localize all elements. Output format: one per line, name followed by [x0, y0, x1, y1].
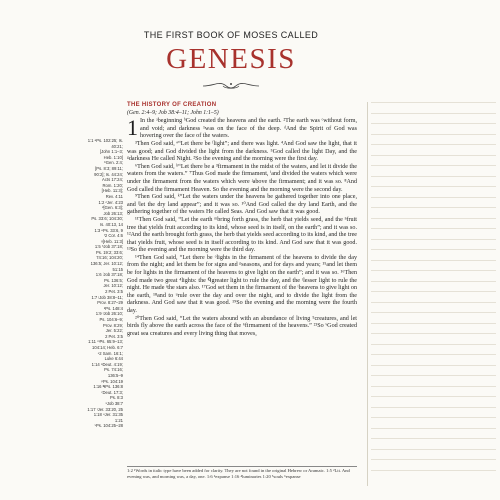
- cross-reference: [Heb. 11:3];: [101, 188, 123, 194]
- cross-reference: Is. 40:13, 14: [99, 221, 123, 227]
- cross-reference: Ps. 136:5;: [104, 277, 123, 283]
- journal-line: [371, 470, 496, 471]
- journal-line: [371, 365, 496, 366]
- journal-line: [371, 407, 496, 408]
- journal-line: [371, 344, 496, 345]
- paragraph-text: ¹¹Then God said, “Let the earth ᵐbring forth grass, the herb that yields seed, and the ⁿfruit tree that yields fruit according to its kind, whose seed is in itself, on the earth”; and it was so. ¹²And the earth brought forth grass, the herb that yields seed according to its kind, and the tree that yields fruit, whose seed is in itself according to its kind. And God saw that it was good. ¹³So the evening and the morning were the third day.: [127, 216, 357, 254]
- cross-reference: 1:16 ᑫPs. 136:8: [93, 384, 123, 390]
- journal-line: [371, 428, 496, 429]
- section-heading: THE HISTORY OF CREATION: [127, 102, 217, 108]
- journal-line: [371, 123, 496, 124]
- scripture-paragraph: [127, 115, 357, 141]
- cross-reference: Rev. 4:11: [105, 193, 123, 199]
- journal-line: [371, 386, 496, 387]
- journal-line: [371, 218, 496, 219]
- journal-line: [371, 323, 496, 324]
- cross-reference: 2 Pet. 3:5: [105, 333, 123, 339]
- cross-reference: ᵍ[Heb. 11:3]: [101, 238, 123, 244]
- cross-reference: Job 26:13;: [103, 210, 123, 216]
- cross-reference: 1:7 ʲJob 38:8–11;: [91, 294, 123, 300]
- journal-line: [371, 396, 496, 397]
- cross-reference: Ps. 8:3: [109, 395, 123, 401]
- cross-reference: 136:5–9: [107, 372, 123, 378]
- cross-reference: 1:17 ᵗJer. 33:20, 25: [87, 406, 123, 412]
- section-parallel-ref: (Gen. 2:4–9; Job 38:4–11; John 1:1–5): [127, 109, 219, 116]
- cross-reference: Heb. 1:10]: [103, 154, 123, 160]
- journal-line: [371, 207, 496, 208]
- cross-reference: Ps. 33:6; 104:30;: [91, 216, 123, 222]
- paragraph-text: ⁶Then God said, ʰ“Let there be a ³firmament in the midst of the waters, and let it divide the waters from the waters.” ⁷Thus God made the firmament, ⁱand divided the waters which were under the firmament from the waters which were ʲabove the firmament; and it was so. ⁸And God called the firmament Heaven. So the evening and the morning were the second day.: [127, 163, 357, 193]
- paragraph-text: In the ᵃbeginning ᵇGod created the heavens and the earth. ²The earth was ᶜwithout form, and void; and darkness ¹was on the face of the deep. ᵈAnd the Spirit of God was hovering over the face of the waters.: [140, 118, 357, 140]
- cross-reference: Ps. 104:6–9;: [99, 317, 123, 322]
- scripture-paragraph: [127, 316, 357, 339]
- cross-reference: Acts 17:24;: [102, 177, 123, 183]
- journal-line: [371, 417, 496, 418]
- cross-reference: ᵖPs. 104:19: [101, 378, 123, 384]
- journal-line: [371, 239, 496, 240]
- journal-line: [371, 155, 496, 156]
- cross-reference: 90:2]; Is. 44:24;: [94, 171, 123, 177]
- book-title: GENESIS: [166, 43, 296, 75]
- footnotes: 1:2 ¹Words in italic type have been added for clarity. They are not found in the original Hebrew or Aramaic. 1:5 ²Lit. And evening was, and morning was, a day, one. 1:6 ³expanse 1:16 ⁴luminaries 1:20 ⁵souls ⁶expanse: [127, 468, 350, 479]
- journal-line: [371, 134, 496, 135]
- cross-reference: 136:5; Jer. 10:12;: [90, 261, 123, 267]
- journal-line: [371, 438, 496, 439]
- cross-reference: Ps. 74:16;: [104, 367, 123, 373]
- cross-reference: [Ps. 8:3; 89:11;: [95, 165, 123, 171]
- cross-reference: ᵛPs. 104:25–28: [94, 423, 123, 429]
- journal-line: [371, 281, 496, 282]
- cross-reference: 1:21: [114, 417, 123, 423]
- cross-reference: ʳDeut. 17:3;: [101, 389, 123, 395]
- cross-reference: 2 Pet. 3:5: [105, 289, 123, 295]
- cross-reference: Prov. 8:29;: [103, 322, 123, 328]
- cross-reference: Ps. 19:2; 33:6;: [95, 249, 123, 255]
- cross-reference: ˢJob 38:7: [105, 400, 123, 406]
- cross-reference: 1:1 ᵃPs. 102:25; Is. 40:21;: [87, 138, 123, 149]
- cross-reference: Luke 6:44: [104, 356, 123, 362]
- cross-reference: ᵈ[Gen. 6:3];: [101, 205, 123, 211]
- journal-line: [371, 375, 496, 376]
- cross-reference: 1:14 ᵒDeut. 4:19;: [91, 361, 123, 367]
- cross-reference: 1:2 ᶜJer. 4:23: [98, 199, 123, 205]
- scripture-column: [127, 102, 357, 338]
- paragraph-text: ³Then God said, ᵉ“Let there be ᶠlight”; and there was light. ⁴And God saw the light, that it was good; and God divided the light from the darkness. ⁵God called the light Day, and the ᵍdarkness He called Night. ²So the evening and the morning were the first day.: [127, 140, 357, 163]
- notes-gutter-divider: [367, 102, 368, 486]
- journal-line: [371, 270, 496, 271]
- cross-reference: Rom. 1:20;: [102, 182, 123, 188]
- paragraph-text: ⁹Then God said, ᵏ“Let the waters under the heavens be gathered together into one place, and ˡlet the dry land appear”; and it was so. ¹⁰And God called the dry land Earth, and the gathering together of the waters He called Seas. And God saw that it was good.: [127, 194, 357, 216]
- book-kicker: THE FIRST BOOK OF MOSES CALLED: [143, 30, 319, 40]
- cross-reference: ᵏPs. 148:4: [103, 305, 123, 311]
- scripture-paragraph: [127, 164, 357, 194]
- cross-reference-column: [83, 138, 123, 429]
- journal-line: [371, 291, 496, 292]
- cross-reference: 1:5 ʰJob 37:18;: [94, 244, 123, 250]
- journal-line: [371, 186, 496, 187]
- paragraph-text: ¹⁴Then God said, “Let there be ᵒlights in the firmament of the heavens to divide the day from the night; and let them be for signs and ᵖseasons, and for days and years; ¹⁵and let them be for lights in the firmament of the heavens to give light on the earth”; and it was so. ¹⁶Then God made two great ⁴lights: the ᑫgreater light to rule the day, and the ʳlesser light to rule the night. He made ˢthe stars also. ¹⁷God set them in the firmament of the ᵗheavens to give light on the earth, ¹⁸and to ᵘrule over the day and over the night, and to divide the light from the darkness. And God saw that it was good. ¹⁹So the evening and the morning were the fourth day.: [127, 254, 357, 315]
- journaling-notes-area: [371, 102, 496, 486]
- cross-reference: Jer. 10:12;: [103, 283, 123, 289]
- journal-line: [371, 260, 496, 261]
- cross-reference: 1:11 ᵐPs. 65:9–13;: [88, 339, 123, 345]
- journal-line: [371, 197, 496, 198]
- footnote-divider: [127, 466, 357, 467]
- cross-reference: ᶠ2 Cor. 4:6: [103, 233, 123, 239]
- cross-reference: 1:6 ⁱJob 37:18;: [95, 272, 123, 278]
- journal-line: [371, 113, 496, 114]
- book-header: [96, 30, 366, 92]
- cross-reference: ᵇGen. 2:4;: [104, 160, 123, 166]
- journal-line: [371, 354, 496, 355]
- cross-reference: 51:15: [112, 266, 123, 272]
- cross-reference: 104:14; Heb. 6:7: [92, 344, 123, 350]
- cross-reference: Jer. 5:22;: [105, 328, 123, 334]
- journal-line: [371, 144, 496, 145]
- scripture-paragraph: [127, 194, 357, 217]
- journal-line: [371, 176, 496, 177]
- journal-line: [371, 228, 496, 229]
- chapter-number: 1: [127, 115, 138, 141]
- cross-reference: 1:3 ᵉPs. 33:6, 9: [94, 227, 123, 233]
- journal-line: [371, 302, 496, 303]
- cross-reference: 74:16; 104:20;: [96, 255, 123, 261]
- paragraph-text: ²⁰Then God said, “Let the waters abound with an abundance of living ⁵creatures, and let birds fly above the earth across the face of the ⁶firmament of the heavens.” ²¹So ᵛGod created great sea creatures and every living thing that moves,: [127, 315, 357, 337]
- journal-line: [371, 459, 496, 460]
- journal-line: [371, 449, 496, 450]
- flourish-ornament-icon: [96, 80, 366, 92]
- journal-line: [371, 102, 496, 103]
- journal-line: [371, 249, 496, 250]
- cross-reference: ⁿ2 Sam. 16:1;: [97, 350, 123, 356]
- cross-reference: [John 1:1–3;: [99, 149, 123, 155]
- cross-reference: 1:18 ᵘJer. 31:35: [93, 412, 123, 418]
- journal-line: [371, 312, 496, 313]
- scripture-text: [127, 115, 357, 338]
- scripture-paragraph: [127, 141, 357, 164]
- cross-reference: 1:9 ˡJob 26:10;: [95, 311, 123, 317]
- scripture-paragraph: [127, 255, 357, 316]
- journal-line: [371, 165, 496, 166]
- journal-line: [371, 333, 496, 334]
- cross-reference: Prov. 8:27–29: [97, 300, 123, 306]
- scripture-paragraph: [127, 217, 357, 255]
